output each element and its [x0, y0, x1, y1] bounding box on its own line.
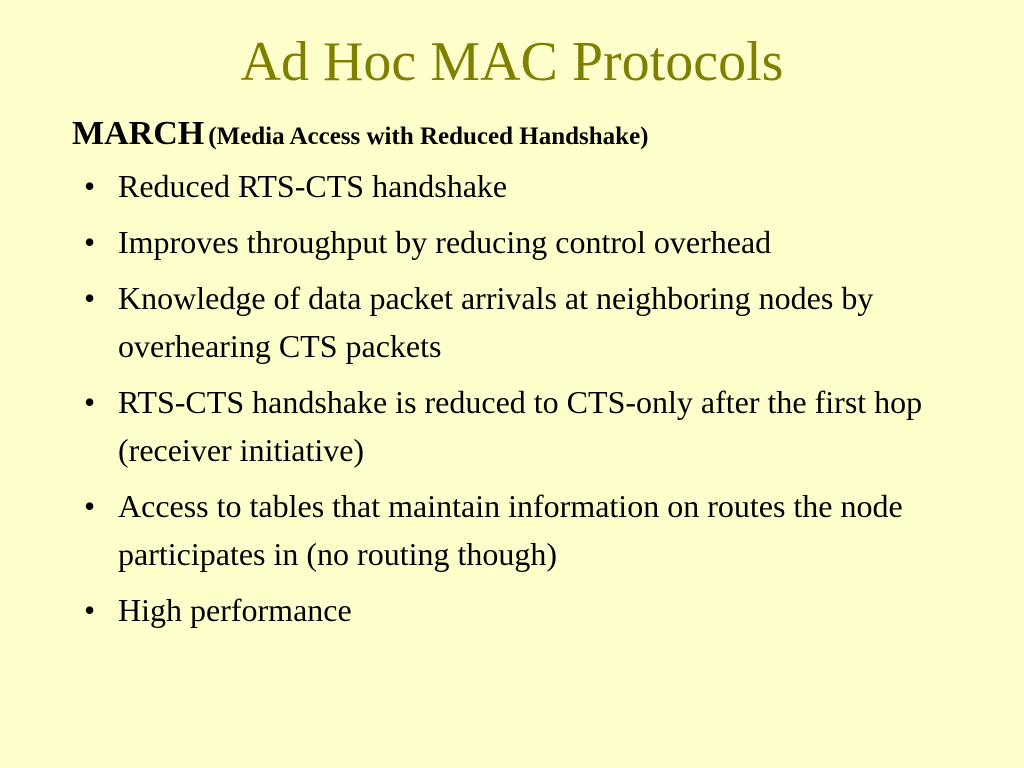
bullet-list — [72, 162, 972, 642]
bullet-text: RTS-CTS handshake is reduced to CTS-only after the first hop (receiver initiative) — [118, 384, 923, 468]
bullet-dot-icon: • — [84, 280, 96, 316]
bullet-text: High performance — [118, 592, 352, 628]
bullet-text: Knowledge of data packet arrivals at neighboring nodes by overhearing CTS packets — [118, 280, 874, 364]
bullet-dot-icon: • — [84, 168, 96, 204]
bullet-item — [72, 218, 972, 266]
bullet-item — [72, 482, 972, 578]
bullet-item — [72, 274, 972, 370]
slide-title: Ad Hoc MAC Protocols — [240, 31, 784, 93]
bullet-item — [72, 378, 972, 474]
bullet-text: Reduced RTS-CTS handshake — [118, 168, 508, 204]
bullet-text: Access to tables that maintain information on routes the node participates in (no routing though) — [118, 488, 903, 572]
bullet-text: Improves throughput by reducing control overhead — [118, 224, 772, 260]
bullet-item — [72, 162, 972, 210]
bullet-dot-icon: • — [84, 224, 96, 260]
bullet-dot-icon: • — [84, 384, 96, 420]
subtitle-expansion: (Media Access with Reduced Handshake) — [208, 123, 649, 150]
bullet-dot-icon: • — [84, 488, 96, 524]
bullet-dot-icon: • — [84, 592, 96, 628]
slide-subtitle — [72, 112, 649, 159]
bullet-item — [72, 586, 972, 634]
subtitle-acronym: MARCH — [72, 115, 205, 152]
